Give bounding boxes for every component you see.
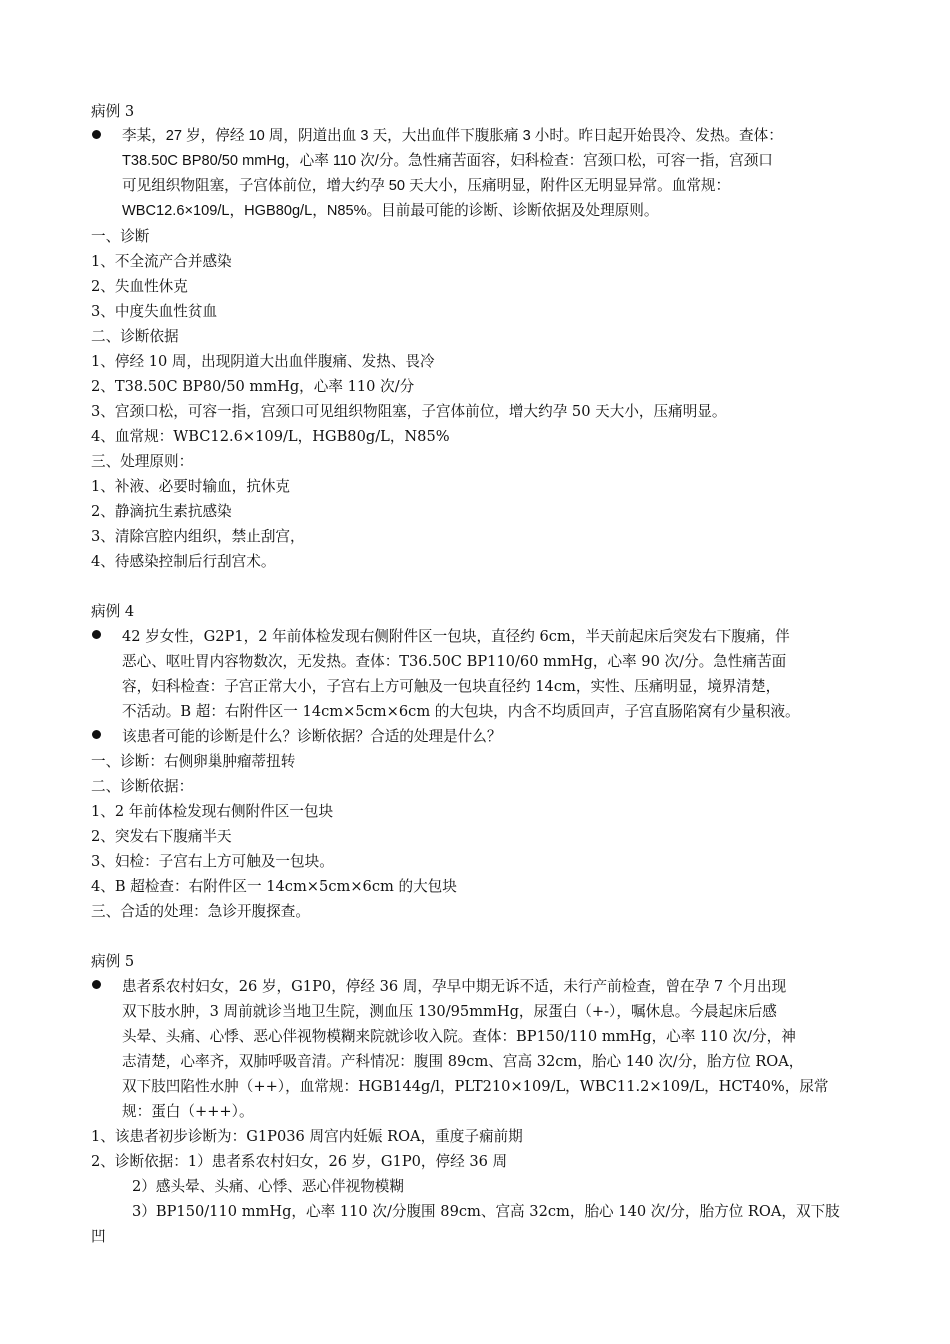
case3-line: 4、血常规：WBC12.6×109/L，HGB80g/L，N85% [91,428,450,445]
case5-bullet-line: 双下肢凹陷性水肿（++），血常规：HGB144g/l，PLT210×109/L，WBC11.2×109/L，HCT40%，尿常 [122,1078,829,1095]
case3-line: 3、中度失血性贫血 [91,303,218,320]
case3-line: 3、宫颈口松，可容一指，宫颈口可见组织物阻塞，子宫体前位，增大约孕 50 天大小，压痛明显。 [91,403,727,420]
case4-line: 2、突发右下腹痛半天 [91,828,232,845]
case4-line: 三、合适的处理：急诊开腹探查。 [91,903,310,920]
case5-line: 1、该患者初步诊断为：G1P036 周宫内妊娠 ROA，重度子痫前期 [91,1128,523,1145]
case3-line: 1、补液、必要时输血，抗休克 [91,478,291,495]
case3-line: 3、清除宫腔内组织，禁止刮宫， [91,528,305,545]
case3-line: 2、失血性休克 [91,278,188,295]
case3-heading-treatment: 三、处理原则： [91,453,194,470]
case3-heading-basis: 二、诊断依据 [91,328,179,345]
case4-bullet-line: 42 岁女性，G2P1，2 年前体检发现右侧附件区一包块，直径约 6cm，半天前起床后突发右下腹痛，伴 [122,628,790,645]
case3-line: 4、待感染控制后行刮宫术。 [91,553,276,570]
case3-line: 1、停经 10 周，出现阴道大出血伴腹痛、发热、畏冷 [91,353,435,370]
case5-bullet-line: 头晕、头痛、心悸、恶心伴视物模糊来院就诊收入院。查体：BP150/110 mmHg，心率 110 次/分，神 [122,1028,796,1045]
case4-line: 二、诊断依据： [91,778,194,795]
case5-bullet-line: 双下肢水肿，3 周前就诊当地卫生院，测血压 130/95mmHg，尿蛋白（+-），嘱休息。今晨起床后感 [122,1003,777,1020]
case5-sub-line: 3）BP150/110 mmHg，心率 110 次/分腹围 89cm、宫高 32cm，胎心 140 次/分，胎方位 ROA，双下肢 [132,1203,840,1220]
case3-bullet-line: WBC12.6×109/L，HGB80g/L，N85%。目前最可能的诊断、诊断依据及处理原则。 [122,203,659,219]
case3-title: 病例 3 [91,103,135,120]
case4-bullet-line: 容，妇科检查：子宫正常大小，子宫右上方可触及一包块直径约 14cm，实性、压痛明显，境界清楚， [122,678,781,695]
case4-line: 1、2 年前体检发现右侧附件区一包块 [91,803,334,820]
case3-line: 2、T38.50C BP80/50 mmHg，心率 110 次/分 [91,378,415,395]
case4-line: 3、妇检：子宫右上方可触及一包块。 [91,853,334,870]
case4-bullet-line: 不活动。B 超：右附件区一 14cm×5cm×6cm 的大包块，内含不均质回声，子宫直肠陷窝有少量积液。 [122,703,800,720]
case3-line: 1、不全流产合并感染 [91,253,232,270]
case3-bullet-line: 可见组织物阻塞，子宫体前位，增大约孕 50 天大小，压痛明显，附件区无明显异常。血常规： [122,178,731,194]
case3-bullet-line: 李某，27 岁，停经 10 周，阴道出血 3 天，大出血伴下腹胀痛 3 小时。昨日起开始畏冷、发热。查体： [122,128,783,144]
case4-line: 4、B 超检查：右附件区一 14cm×5cm×6cm 的大包块 [91,878,457,895]
case4-question: 该患者可能的诊断是什么？诊断依据？合适的处理是什么？ [122,728,502,745]
case3-line: 2、静滴抗生素抗感染 [91,503,232,520]
bullet-icon [91,980,101,990]
bullet-icon [91,730,101,740]
case5-bullet-line: 患者系农村妇女，26 岁，G1P0，停经 36 周，孕早中期无诉不适，未行产前检查，曾在孕 7 个月出现 [122,978,787,995]
case5-bullet-line: 志清楚，心率齐，双肺呼吸音清。产科情况：腹围 89cm、宫高 32cm，胎心 140 次/分，胎方位 ROA， [122,1053,804,1070]
bullet-icon [91,630,101,640]
case3-bullet-line: T38.50C BP80/50 mmHg，心率 110 次/分。急性痛苦面容，妇科检查：宫颈口松，可容一指，宫颈口 [122,153,773,169]
bullet-icon [91,130,101,140]
case3-heading-diagnosis: 一、诊断 [91,228,150,245]
case4-bullet-line: 恶心、呕吐胃内容物数次，无发热。查体：T36.50C BP110/60 mmHg，心率 90 次/分。急性痛苦面 [122,653,787,670]
case5-line: 2、诊断依据：1）患者系农村妇女，26 岁，G1P0，停经 36 周 [91,1153,508,1170]
case4-title: 病例 4 [91,603,135,620]
case5-tail: 凹 [91,1228,106,1245]
case5-bullet-line: 规：蛋白（+++）。 [122,1103,254,1120]
case5-title: 病例 5 [91,953,135,970]
case4-line: 一、诊断：右侧卵巢肿瘤蒂扭转 [91,753,296,770]
case5-sub-line: 2）感头晕、头痛、心悸、恶心伴视物模糊 [132,1178,404,1195]
